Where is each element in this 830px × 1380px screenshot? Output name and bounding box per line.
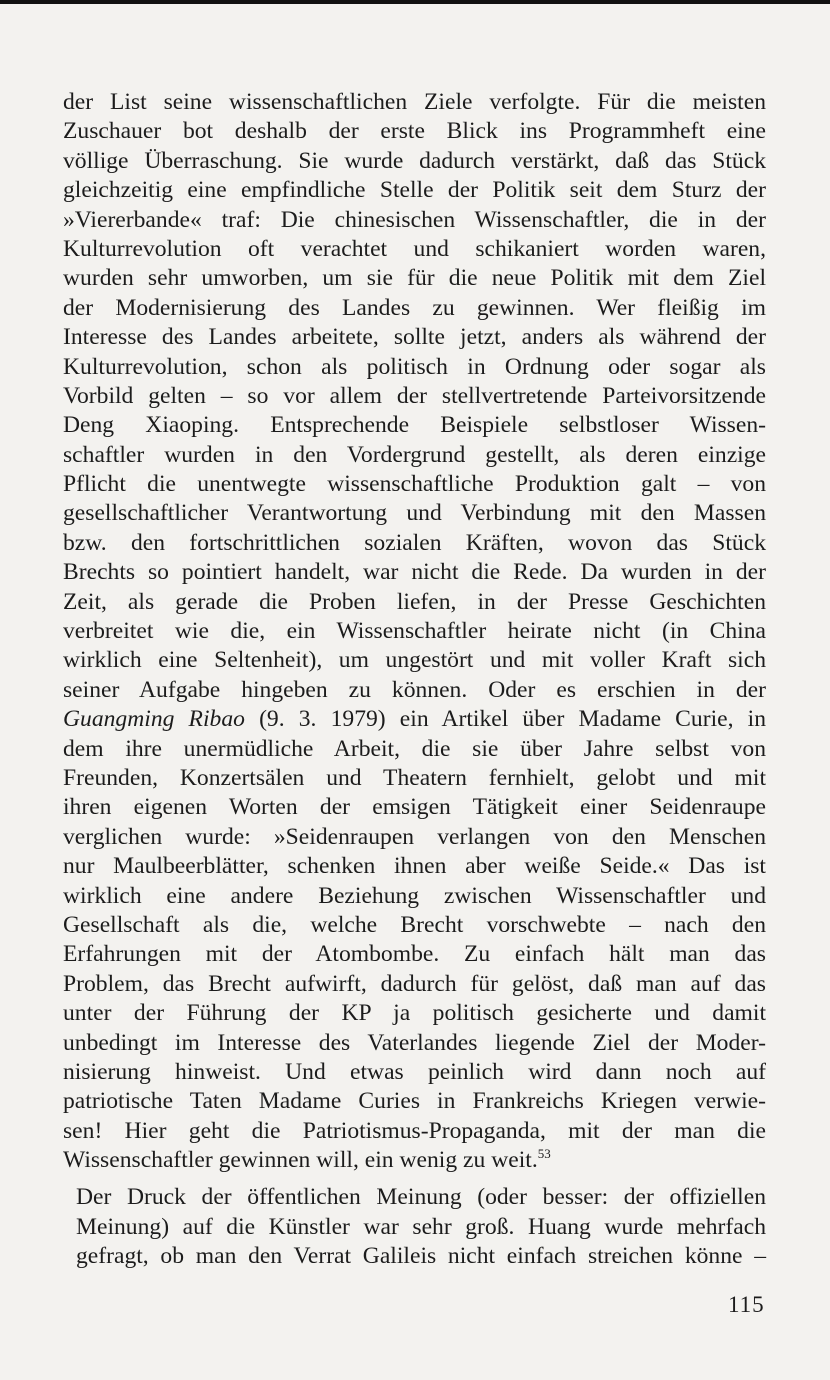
text-line: der List seine wissenschaftlichen Ziele verfolgte. Für die meisten bbox=[63, 89, 766, 115]
text-line: »Viererbande« traf: Die chinesischen Wissenschaftler, die in der bbox=[63, 206, 766, 233]
text-line: Der Druck der öffentlichen Meinung (oder besser: der offiziellen bbox=[76, 1184, 766, 1211]
footnote-marker: 53 bbox=[537, 1146, 551, 1162]
text-line: verbreitet wie die, ein Wissenschaftler heirate nicht (in China bbox=[63, 618, 766, 645]
text-line: ihren eigenen Worten der emsigen Tätigkeit einer Seidenraupe bbox=[63, 794, 766, 821]
text-line: Pflicht die unentwegte wissenschaftliche Produktion galt – von bbox=[63, 471, 766, 498]
text-line: Meinung) auf die Künstler war sehr groß. Huang wurde mehrfach bbox=[76, 1213, 766, 1240]
text-line: der Modernisierung des Landes zu gewinnen. Wer fleißig im bbox=[63, 294, 766, 321]
text-line: seiner Aufgabe hingeben zu können. Oder es erschien in der bbox=[63, 676, 766, 703]
text-line: bzw. den fortschrittlichen sozialen Kräften, wovon das Stück bbox=[63, 529, 766, 556]
text-line: Zeit, als gerade die Proben liefen, in der Presse Geschichten bbox=[63, 588, 766, 615]
text-line: Deng Xiaoping. Entsprechende Beispiele selbstloser Wissen- bbox=[63, 412, 766, 439]
page-number: 115 bbox=[728, 1292, 765, 1317]
text-line: Kulturrevolution, schon als politisch in Ordnung oder sogar als bbox=[63, 353, 766, 380]
body-text bbox=[63, 88, 766, 1272]
text-line: Erfahrungen mit der Atombombe. Zu einfach hält man das bbox=[63, 941, 766, 968]
text-line: völlige Überraschung. Sie wurde dadurch verstärkt, daß das Stück bbox=[63, 147, 766, 174]
text-line: nur Maulbeerblätter, schenken ihnen aber weiße Seide.« Das ist bbox=[63, 853, 766, 880]
newspaper-title: Guangming Ribao bbox=[63, 706, 245, 733]
text-line: Freunden, Konzertsälen und Theatern fernhielt, gelobt und mit bbox=[63, 764, 766, 791]
text-line: nisierung hinweist. Und etwas peinlich wird dann noch auf bbox=[63, 1058, 766, 1085]
text-line: gefragt, ob man den Verrat Galileis nicht einfach streichen könne – bbox=[76, 1243, 766, 1270]
text-line: gesellschaftlicher Verantwortung und Verbindung mit den Massen bbox=[63, 500, 766, 527]
text-line: Gesellschaft als die, welche Brecht vorschwebte – nach den bbox=[63, 911, 766, 938]
text-line: Interesse des Landes arbeitete, sollte jetzt, anders als während der bbox=[63, 324, 766, 351]
text-line: gleichzeitig eine empfindliche Stelle der Politik seit dem Sturz der bbox=[63, 177, 766, 204]
text-line: sen! Hier geht die Patriotismus-Propaganda, mit der man die bbox=[63, 1117, 766, 1144]
text-line: dem ihre unermüdliche Arbeit, die sie über Jahre selbst von bbox=[63, 735, 766, 762]
text-line: unter der Führung der KP ja politisch gesicherte und damit bbox=[63, 1000, 766, 1027]
text-line: wirklich eine Seltenheit), um ungestört und mit voller Kraft sich bbox=[63, 647, 766, 674]
citation-rest: (9. 3. 1979) ein Artikel über Madame Curie, in bbox=[244, 706, 766, 733]
text-line: Kulturrevolution oft verachtet und schikaniert worden waren, bbox=[63, 235, 766, 262]
scan-top-edge bbox=[0, 0, 830, 4]
text-line: Problem, das Brecht aufwirft, dadurch für gelöst, daß man auf das bbox=[63, 970, 766, 997]
paragraph-end-line bbox=[63, 1146, 766, 1175]
paragraph-2 bbox=[63, 1183, 766, 1271]
text-line-with-citation bbox=[63, 705, 766, 734]
text-line: schaftler wurden in den Vordergrund gestellt, als deren einzige bbox=[63, 441, 766, 468]
text-line: patriotische Taten Madame Curies in Frankreichs Kriegen verwie- bbox=[63, 1088, 766, 1115]
text-line: verglichen wurde: »Seidenraupen verlangen von den Menschen bbox=[63, 823, 766, 850]
text-line: Vorbild gelten – so vor allem der stellvertretende Parteivorsitzende bbox=[63, 382, 766, 409]
paragraph-1 bbox=[63, 88, 766, 1175]
text-line: Brechts so pointiert handelt, war nicht die Rede. Da wurden in der bbox=[63, 559, 766, 586]
text-line: wurden sehr umworben, um sie für die neue Politik mit dem Ziel bbox=[63, 265, 766, 292]
text-line: unbedingt im Interesse des Vaterlandes liegende Ziel der Moder- bbox=[63, 1029, 766, 1056]
text-line: Zuschauer bot deshalb der erste Blick ins Programmheft eine bbox=[63, 118, 766, 145]
text-line: wirklich eine andere Beziehung zwischen Wissenschaftler und bbox=[63, 882, 766, 909]
last-line-text: Wissenschaftler gewinnen will, ein wenig zu weit. bbox=[63, 1147, 538, 1174]
